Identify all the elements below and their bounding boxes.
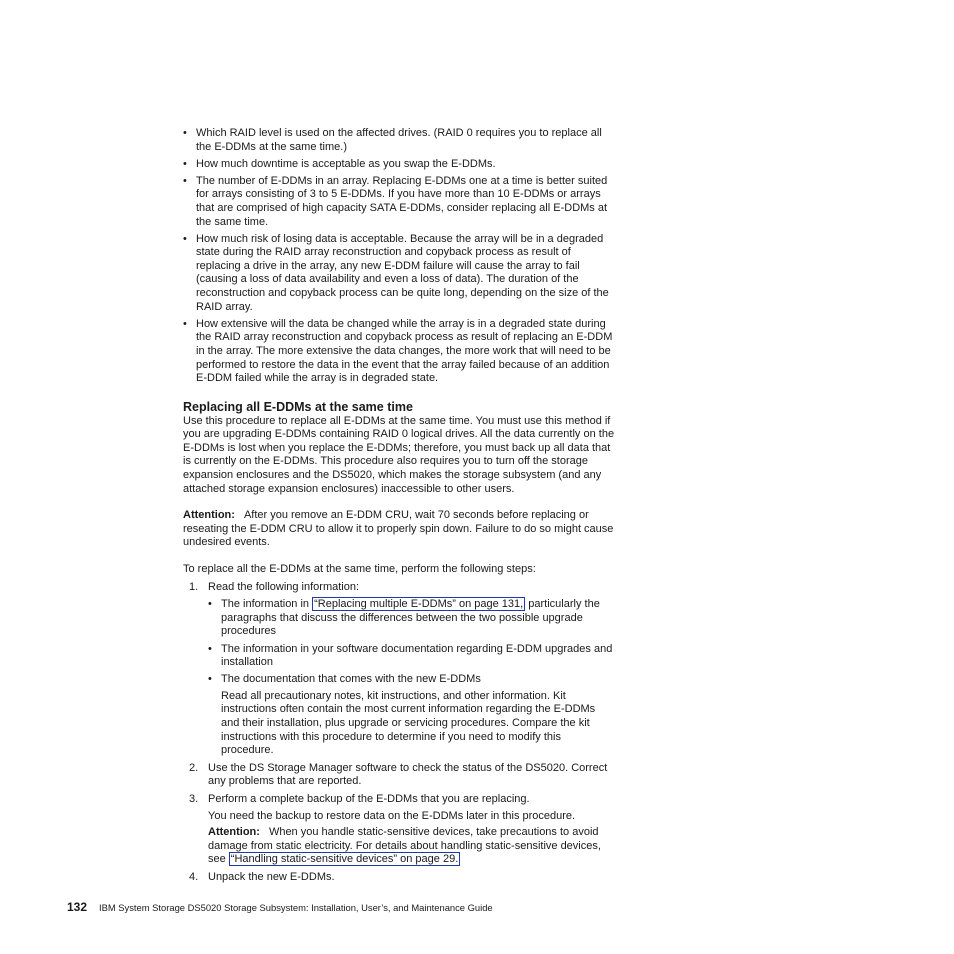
page-content [183,127,615,889]
attention-note [183,509,615,550]
step-text: Use the DS Storage Manager software to check the status of the DS5020. Correct any problems that are reported. [208,761,608,788]
step-1-sublist [208,598,615,758]
step-2 [183,762,615,789]
attention-label: Attention: [208,826,260,839]
sub-text: particularly the paragraphs that discuss the differences between the two possible upgrade procedures [221,598,600,638]
link-static-sensitive[interactable]: “Handling static-sensitive devices” on page 29. [230,853,459,866]
step-text: Read the following information: [208,580,360,593]
step-number: 3. [189,792,199,805]
list-item: • The information in your software documentation regarding E-DDM upgrades and installation [208,643,615,670]
step-1-note: Read all precautionary notes, kit instructions, and other information. Kit instructions often contain the most current information regarding the E-DDMs and their installation, plus upgrade or servicing procedures. Compare the kit instructions with this procedure to determine if you need to modify this procedure. [221,689,596,757]
footer-title: IBM System Storage DS5020 Storage Subsystem: Installation, User’s, and Maintenance Guide [99,902,493,913]
sub-text: The information in [221,598,313,611]
section-intro: Use this procedure to replace all E-DDMs at the same time. You must use this method if you are upgrading E-DDMs containing RAID 0 logical drives. All the data currently on the E-DDMs is lost when you replace the E-DDMs; therefore, you must back up all data that is currently on the E-DDMs. This procedure also requires you to turn off the storage expansion enclosures and the DS5020, which makes the storage subsystem (and any attached storage expansion enclosures) inaccessible to other users. [183,414,615,495]
step-3-note: You need the backup to restore data on the E-DDMs later in this procedure. [208,809,576,822]
step-text: Perform a complete backup of the E-DDMs that you are replacing. [208,792,530,805]
list-item: • How much risk of losing data is acceptable. Because the array will be in a degraded state during the RAID array reconstruction and copyback process as result of replacing a drive in the array, any new E-DDM failure will cause the array to fail (causing a loss of data availability and even a loss of data). The duration of the reconstruction and copyback process can be quite long, depending on the size of the RAID array. [183,233,615,315]
list-item [208,598,615,639]
step-number: 2. [189,761,199,774]
page-number: 132 [67,900,88,914]
steps-list [183,581,615,885]
step-3-attention [208,826,615,867]
page-footer [67,901,493,915]
consideration-list [183,127,615,386]
step-4 [183,871,615,885]
link-replacing-multiple[interactable]: “Replacing multiple E-DDMs” on page 131, [314,598,524,611]
section-heading: Replacing all E-DDMs at the same time [183,399,413,414]
steps-intro: To replace all the E-DDMs at the same time, perform the following steps: [183,563,536,576]
attention-text: After you remove an E-DDM CRU, wait 70 seconds before replacing or reseating the E-DDM CRU to allow it to properly spin down. Failure to do so might cause undesired events. [183,509,614,549]
list-item: • The number of E-DDMs in an array. Replacing E-DDMs one at a time is better suited for arrays consisting of 3 to 5 E-DDMs. If you have more than 10 E-DDMs or arrays that are comprised of high capacity SATA E-DDMs, consider replacing all E-DDMs at the same time. [183,175,615,229]
step-1 [183,581,615,758]
list-item [208,673,615,758]
step-3 [183,793,615,867]
step-number: 1. [189,580,199,593]
list-item: • Which RAID level is used on the affected drives. (RAID 0 requires you to replace all the E-DDMs at the same time.) [183,127,615,154]
attention-text: When you handle static-sensitive devices, take precautions to avoid damage from static electricity. For details about handling static-sensitive devices, see [208,826,601,866]
attention-label: Attention: [183,509,235,522]
sub-text: The documentation that comes with the new E-DDMs [221,673,481,686]
list-item: • How much downtime is acceptable as you swap the E-DDMs. [183,158,615,172]
step-number: 4. [189,870,199,883]
step-text: Unpack the new E-DDMs. [208,870,335,883]
list-item: • How extensive will the data be changed while the array is in a degraded state during the RAID array reconstruction and copyback process as result of replacing an E-DDM in the array. The more extensive the data changes, the more work that will need to be performed to restore the data in the event that the array failed because of an addition E-DDM failed while the array is in degraded state. [183,318,615,386]
